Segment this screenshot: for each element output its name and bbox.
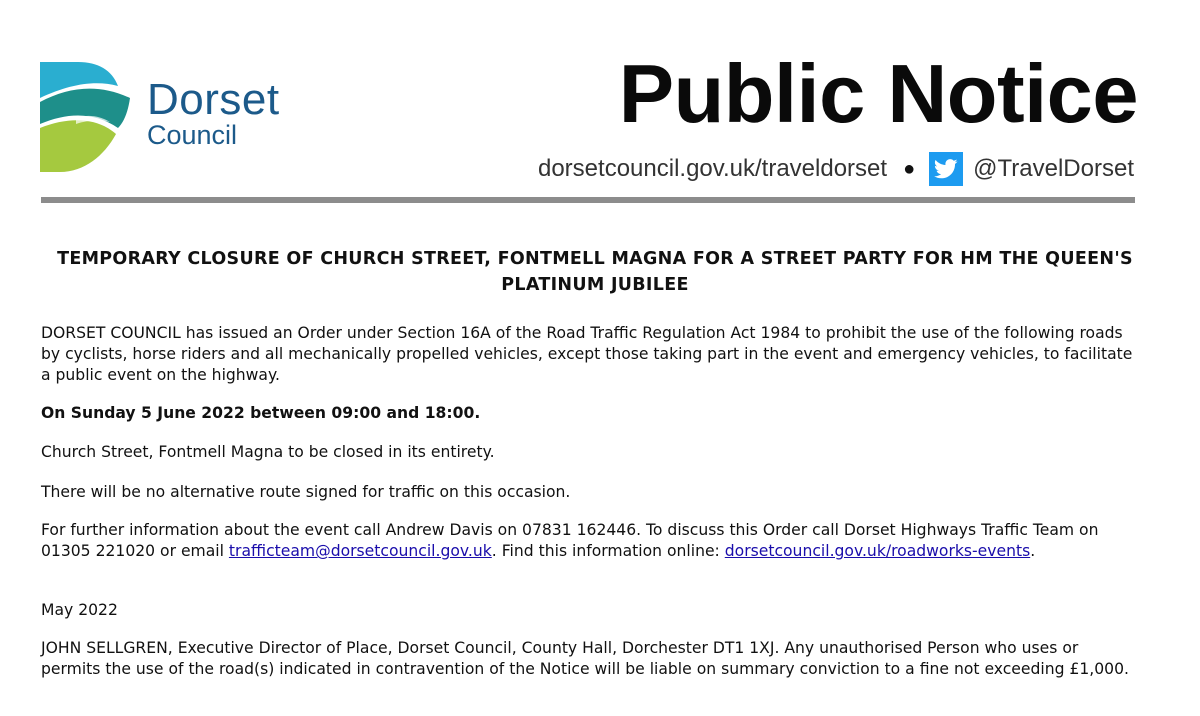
separator-bullet: ● <box>903 157 916 180</box>
contact-text-end: . <box>1030 542 1036 560</box>
logo-wordmark <box>147 75 280 150</box>
website-link[interactable]: dorsetcouncil.gov.uk/traveldorset <box>537 155 888 182</box>
logo-name: Dorset <box>147 75 280 124</box>
notice-headline: TEMPORARY CLOSURE OF CHURCH STREET, FONTMELL MAGNA FOR A STREET PARTY FOR HM THE QUEEN'S PLATINUM JUBILEE <box>57 249 1133 295</box>
notice-intro: DORSET COUNCIL has issued an Order under Section 16A of the Road Traffic Regulation Act 1984 to prohibit the use of the following roads by cyclists, horse riders and all mechanically propelled vehicles, except those taking part in the event and emergency vehicles, to facilitate a public event on the highway. <box>41 324 1133 384</box>
email-link[interactable]: trafficteam@dorsetcouncil.gov.uk <box>228 542 492 560</box>
contact-text: For further information about the event call Andrew Davis on 07831 162446. To discuss this Order call Dorset Highways Traffic Team on 01305 221020 or email <box>41 521 1099 560</box>
notice-alternative: There will be no alternative route signed for traffic on this occasion. <box>41 483 571 501</box>
twitter-icon[interactable] <box>929 152 963 186</box>
contact-row <box>538 152 1134 186</box>
notice-contact-info <box>41 520 1141 562</box>
dorset-council-logo-icon <box>40 62 132 172</box>
notice-closure: Church Street, Fontmell Magna to be closed in its entirety. <box>41 443 495 461</box>
roadworks-link[interactable]: dorsetcouncil.gov.uk/roadworks-events <box>724 542 1031 560</box>
notice-date: On Sunday 5 June 2022 between 09:00 and 18:00. <box>41 404 481 422</box>
contact-text-middle: . Find this information online: <box>491 542 725 560</box>
page-title: Public Notice <box>618 47 1138 140</box>
twitter-handle[interactable]: @TravelDorset <box>973 155 1134 182</box>
header-divider <box>41 197 1135 203</box>
notice-signature: JOHN SELLGREN, Executive Director of Place, Dorset Council, County Hall, Dorchester DT1 1XJ. Any unauthorised Person who uses or permits the use of the road(s) indicated in contravention of the Notice will be liable on summary conviction to a fine not exceeding £1,000. <box>41 639 1129 678</box>
logo-sub: Council <box>147 120 238 150</box>
notice-issued-date: May 2022 <box>41 601 118 619</box>
